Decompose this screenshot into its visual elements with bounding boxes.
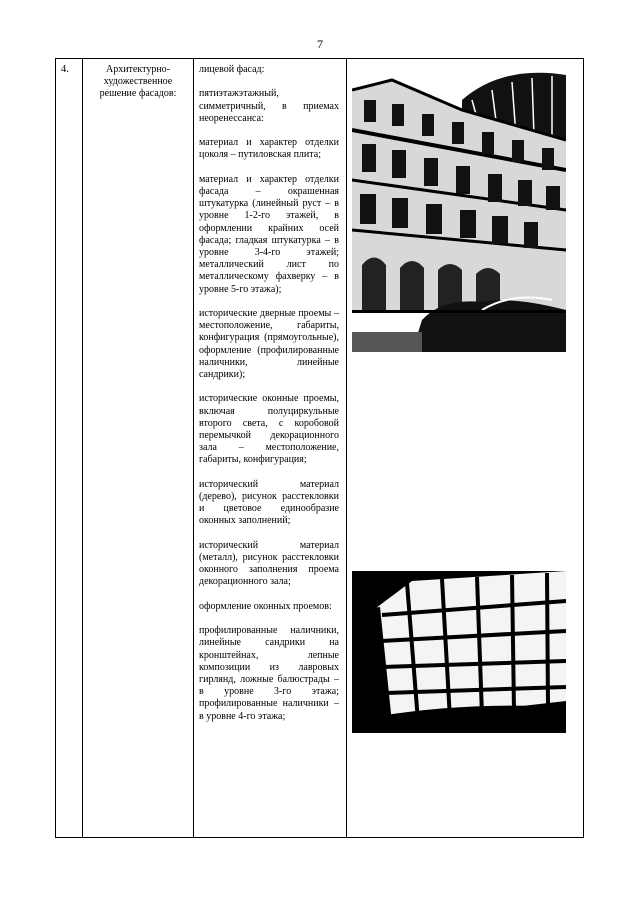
column-divider <box>346 59 347 837</box>
window-photo <box>352 571 566 733</box>
column-divider <box>82 59 83 837</box>
description-paragraph: лицевой фасад: <box>199 64 265 75</box>
page-number: 7 <box>317 37 323 51</box>
row-name: Архитектурно-художественное решение фасадов: <box>99 64 177 99</box>
description-paragraph: исторический материал (дерево), рисунок расстекловки и цветовое единообразие оконных заполнений; <box>199 478 339 527</box>
attributes-table <box>55 58 584 838</box>
column-divider <box>193 59 194 837</box>
description-paragraph: исторические оконные проемы, включая полуциркульные второго света, с коробовой перемычкой декорационного зала – местоположение, габариты, конфигурация; <box>199 393 339 466</box>
description-paragraph: материал и характер отделки цоколя – путиловская плита; <box>199 137 339 161</box>
description-paragraph: пятиэтажэтажный, симметричный, в приемах неоренессанса: <box>199 88 339 124</box>
description-paragraph: оформление оконных проемов: <box>199 600 332 612</box>
description-paragraph: исторические дверные проемы – местоположение, габариты, конфигурация (прямоугольные), оформление (профилированные наличники, линейные сандрики); <box>199 308 339 381</box>
description-paragraph: материал и характер отделки фасада – окрашенная штукатурка (линейный руст – в уровне 1-2-го этажей, в оформлении крайних осей фасада; гладкая штукатурка – в уровне 3-4-го этажей; металлический лист по металлическому фахверку – в уровне 5-го этажа); <box>199 173 339 295</box>
facade-photo <box>352 70 566 352</box>
row-description <box>199 64 339 735</box>
description-paragraph: профилированные наличники, линейные сандрики на кронштейнах, лепные композиции из лавровых гирлянд, ложные балюстрады – в уровне 3-го этажа; профилированные наличники – в уровне 4-го этажа; <box>199 625 339 722</box>
description-paragraph: исторический материал (металл), рисунок расстекловки оконного заполнения проема декорационного зала; <box>199 539 339 588</box>
row-number: 4. <box>61 64 69 75</box>
